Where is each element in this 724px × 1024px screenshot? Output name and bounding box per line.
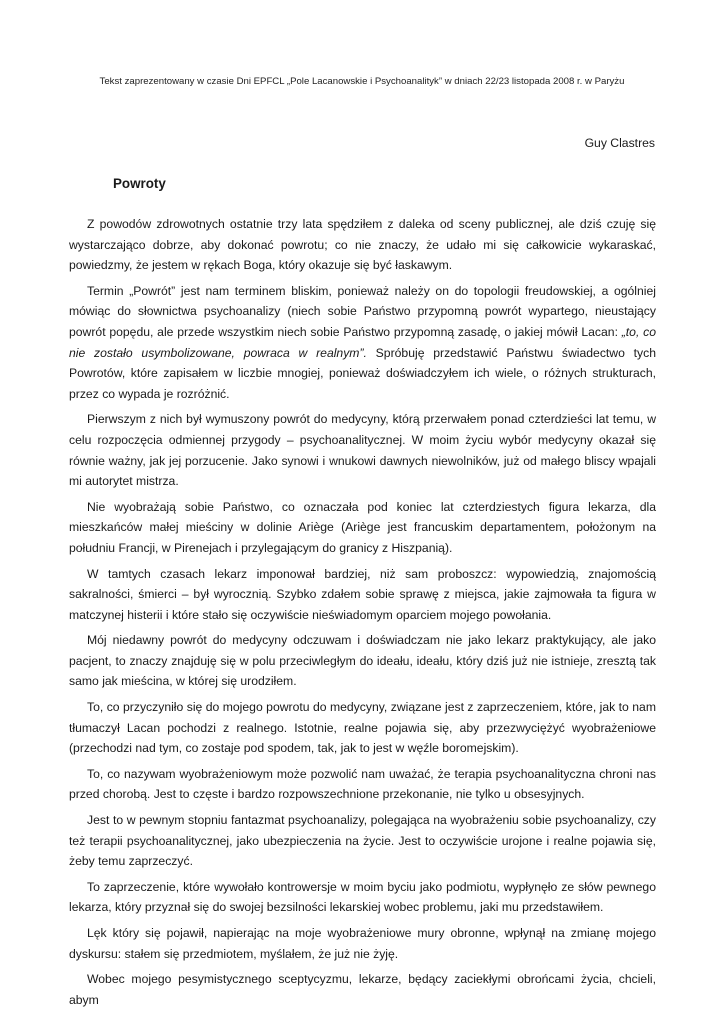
paragraph-text: Termin „Powrót” jest nam terminem bliskim, ponieważ należy on do topologii freudowskiej, a ogólniej mówiąc do słownictwa psychoanalizy (niech sobie Państwo przypomną powrót wypartego, nieustający powrót popędu, ale przede wszystkim niech sobie Państwo przypomną zasadę, o jakiej mówił Lacan: (69, 283, 656, 339)
paragraph: Pierwszym z nich był wymuszony powrót do medycyny, którą przerwałem ponad czterdzieści lat temu, w celu rozpoczęcia odmiennej przygody – psychoanalitycznej. W moim życiu wybór medycyny okazał się równie ważny, jak jej porzucenie. Jako synowi i wnukowi dawnych niewolników, już od małego bliscy wpajali mi autorytet mistrza. (69, 412, 656, 489)
paragraph: Lęk który się pojawił, napierając na moje wyobrażeniowe mury obronne, wpłynął na zmianę mojego dyskursu: stałem się przedmiotem, myślałem, że już nie żyję. (69, 926, 656, 961)
paragraph: Jest to w pewnym stopniu fantazmat psychoanalizy, polegająca na wyobrażeniu sobie psychoanalizy, czy też terapii psychoanalitycznej, jako ubezpieczenia na życie. Jest to oczywiście urojone i realne pojawia się, żeby temu zaprzeczyć. (69, 813, 656, 869)
paragraph: To, co przyczyniło się do mojego powrotu do medycyny, związane jest z zaprzeczeniem, które, jak to nam tłumaczył Lacan pochodzi z realnego. Istotnie, realne pojawia się, aby przezwyciężyć wyobrażeniowe (przechodzi nad tym, co zostaje pod spodem, tak, jak to jest w węźle boromejskim). (69, 700, 656, 756)
document-title: Powroty (113, 176, 166, 191)
paragraph: W tamtych czasach lekarz imponował bardziej, niż sam proboszcz: wypowiedzią, znajomością sakralności, śmierci – był wyrocznią. Szybko zdałem sobie sprawę z miejsca, jakie zajmowała ta figura w matczynej histerii i które stało się oczywiście nieświadomym oparciem mojego powołania. (69, 566, 656, 622)
lacan-quote: „to, co nie zostało usymbolizowane, powraca w realnym”. (69, 324, 656, 360)
paragraph (69, 281, 656, 405)
paragraph: Z powodów zdrowotnych ostatnie trzy lata spędziłem z daleka od sceny publicznej, ale dziś czuję się wystarczająco dobrze, aby dokonać powrotu; co nie znaczy, że udało mi się całkowicie wykaraskać, powiedzmy, że jestem w rękach Boga, który okazuje się być łaskawym. (69, 217, 656, 273)
paragraph: To, co nazywam wyobrażeniowym może pozwolić nam uważać, że terapia psychoanalityczna chroni nas przed chorobą. Jest to częste i bardzo rozpowszechnione przekonanie, nie tylko u obsesyjnych. (69, 766, 656, 802)
document-body (69, 214, 656, 1015)
paragraph: Wobec mojego pesymistycznego sceptycyzmu, lekarze, będący zaciekłymi obrońcami życia, chcieli, abym (69, 972, 656, 1007)
paragraph: To zaprzeczenie, które wywołało kontrowersje w moim byciu jako podmiotu, wypłynęło ze słów pewnego lekarza, który przyznał się do swojej bezsilności lekarskiej wobec problemu, jaki mu przedstawiłem. (69, 879, 656, 915)
author-name: Guy Clastres (584, 136, 655, 150)
paragraph: Mój niedawny powrót do medycyny odczuwam i doświadczam nie jako lekarz praktykujący, ale jako pacjent, to znaczy znajduję się w polu przeciwległym do ideału, ideału, który dziś już nie istnieje, zresztą tak samo jak mieścina, w której się urodziłem. (69, 633, 656, 689)
header-note: Tekst zaprezentowany w czasie Dni EPFCL „Pole Lacanowskie i Psychoanalityk” w dniach 22/23 listopada 2008 r. w Paryżu (99, 76, 625, 87)
paragraph: Nie wyobrażają sobie Państwo, co oznaczała pod koniec lat czterdziestych figura lekarza, dla mieszkańców małej mieściny w dolinie Ariège (Ariège jest francuskim departamentem, położonym na południu Francji, w Pirenejach i przylegającym do granicy z Hiszpanią). (69, 499, 656, 555)
paragraph-text: Spróbuję przedstawić Państwu świadectwo tych Powrotów, które zapisałem w liczbie mnogiej, ponieważ doświadczyłem ich wiele, o różnych strukturach, przez co wypada je rozróżnić. (69, 345, 657, 401)
